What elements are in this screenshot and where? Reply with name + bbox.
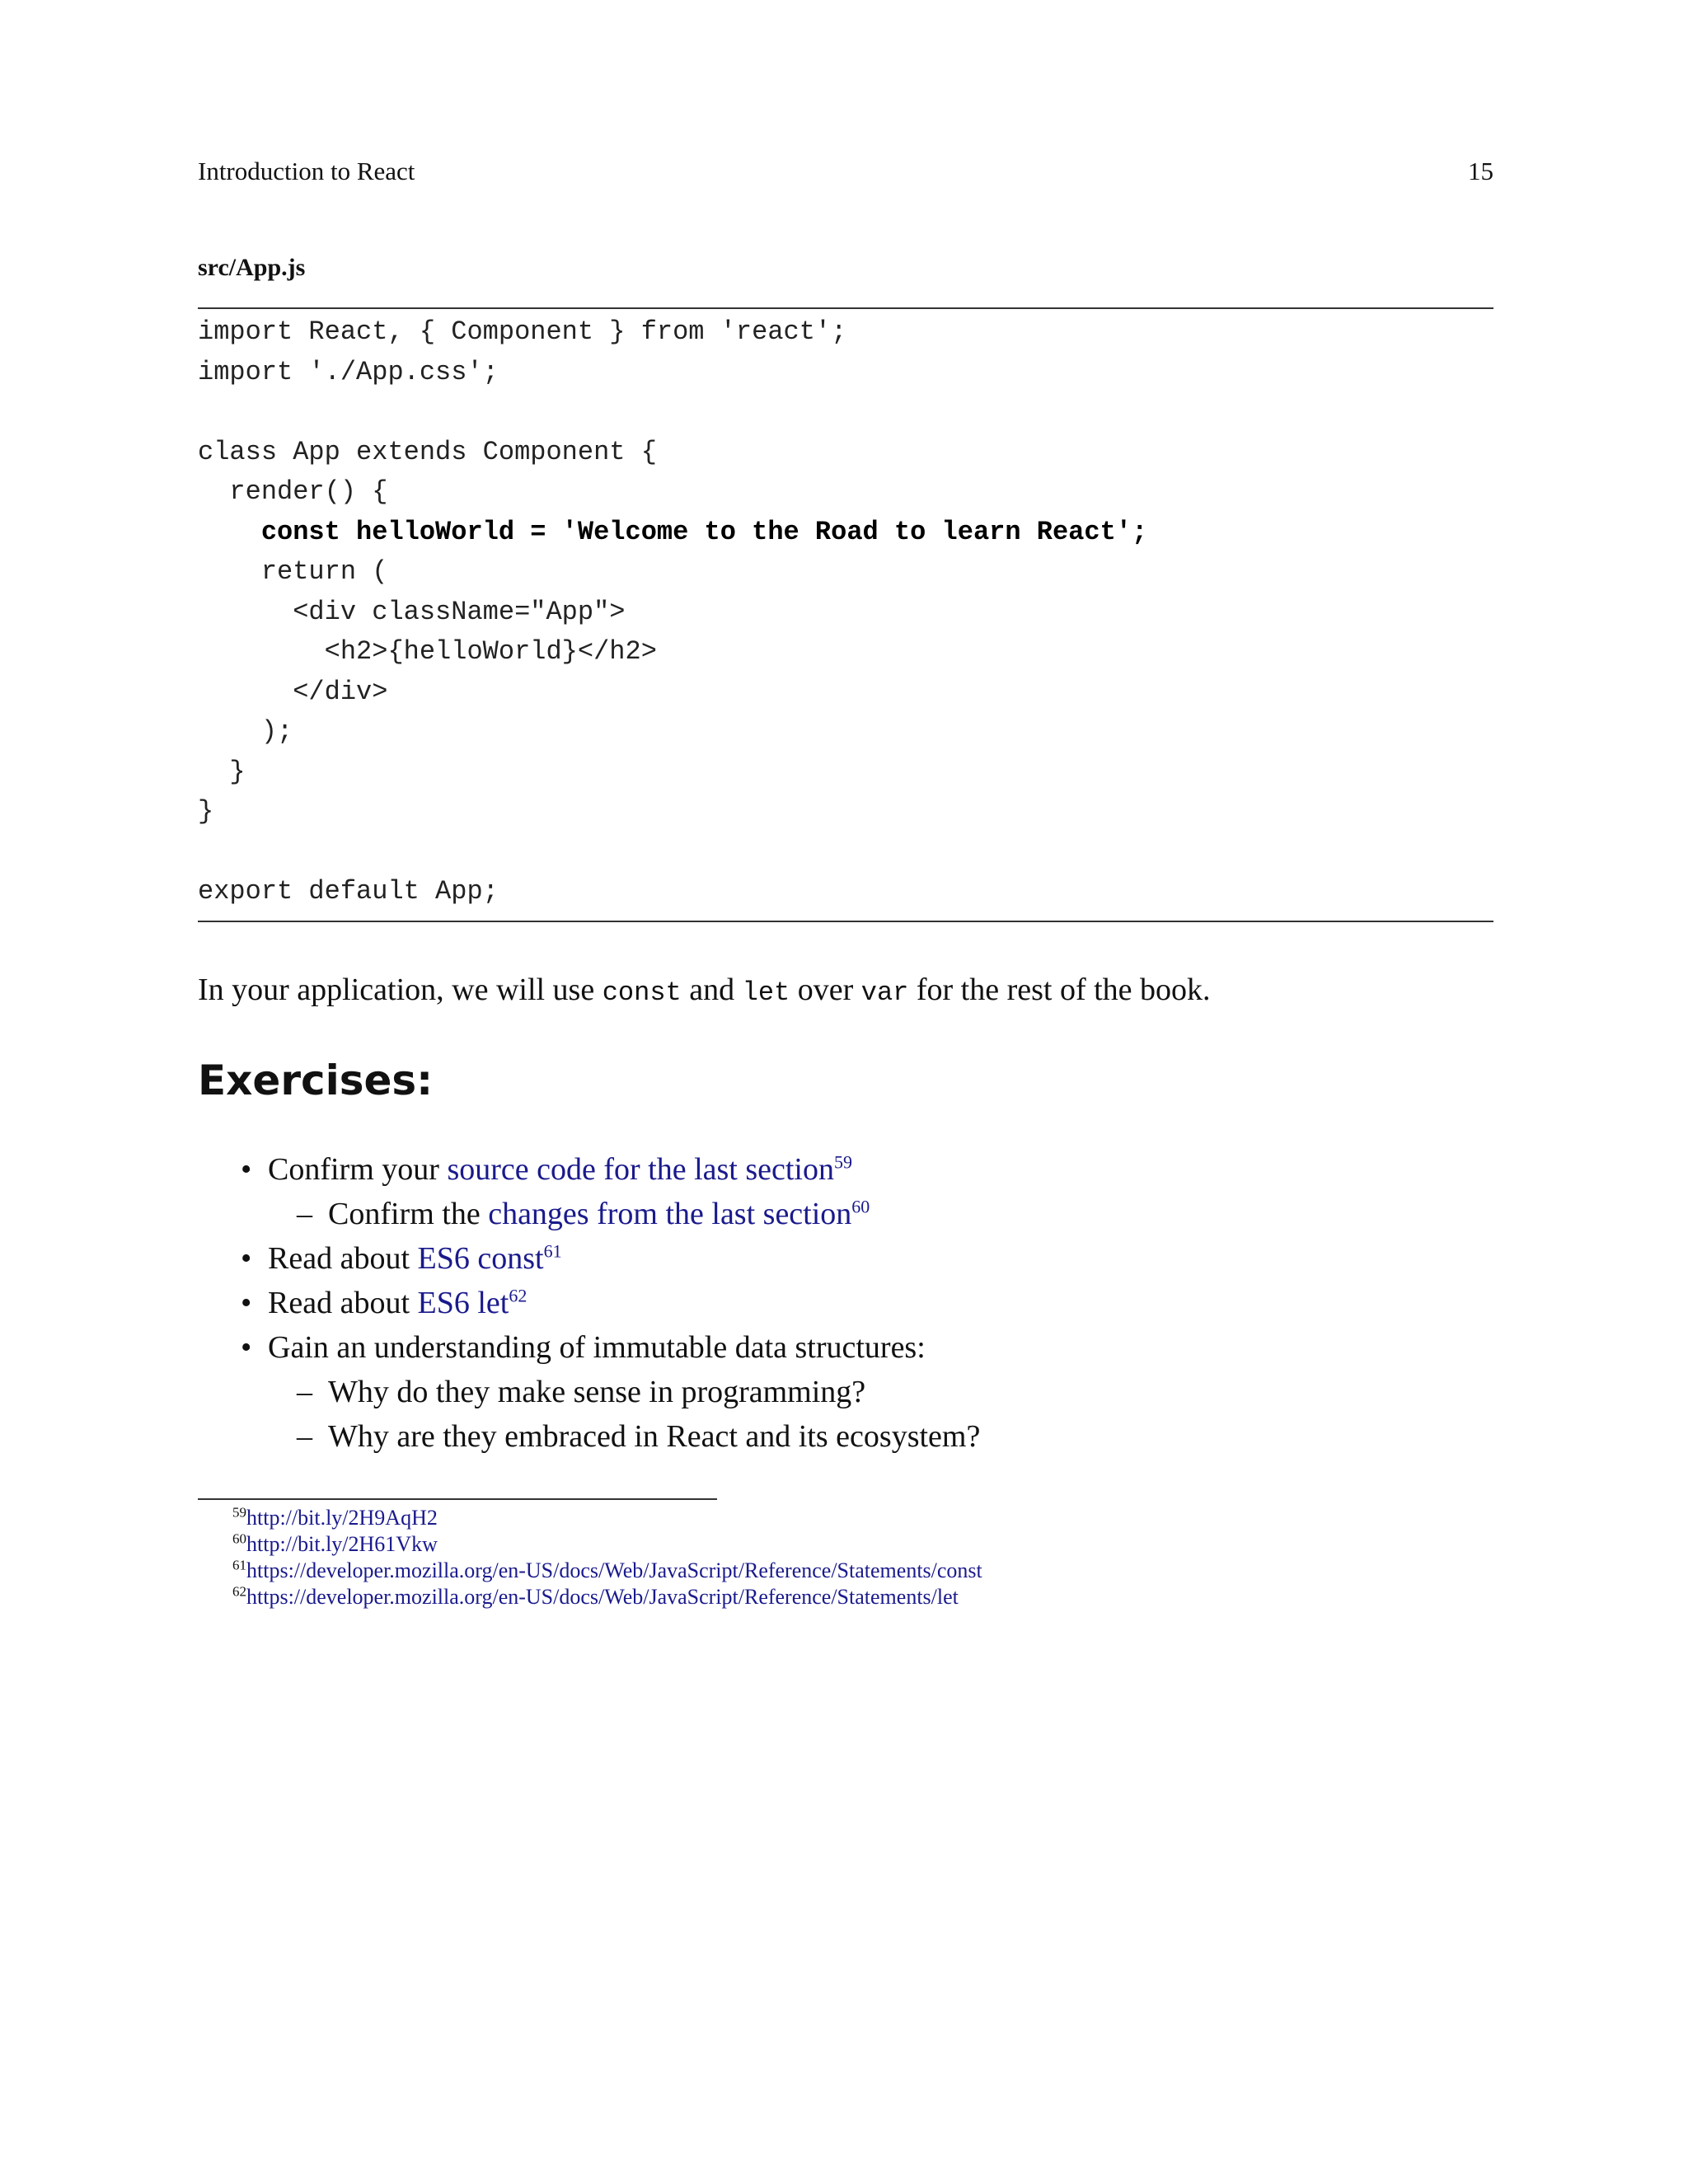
exercise-link[interactable]: ES6 let — [417, 1286, 509, 1320]
footnote-item — [232, 1505, 982, 1531]
dash-marker: – — [297, 1419, 312, 1454]
list-item-text: Read about — [268, 1286, 418, 1320]
bullet-marker: • — [241, 1241, 252, 1276]
footnote-ref[interactable]: 61 — [543, 1240, 562, 1262]
running-header — [198, 157, 1493, 193]
inline-code: let — [742, 977, 790, 1008]
footnote-url[interactable]: https://developer.mozilla.org/en-US/docs/Web/JavaScript/Reference/Statements/let — [246, 1585, 959, 1609]
code-block — [198, 307, 1493, 922]
footnote-number: 62 — [232, 1583, 246, 1600]
list-item-text: Why do they make sense in programming? — [328, 1375, 866, 1409]
footnote-item — [232, 1531, 982, 1558]
footnote-number: 61 — [232, 1557, 246, 1573]
paragraph-text: for the rest of the book. — [908, 972, 1211, 1007]
chapter-title: Introduction to React — [198, 157, 415, 185]
code-line: import React, { Component } from 'react'; — [198, 316, 847, 347]
code-line: } — [198, 756, 246, 787]
section-heading: Exercises: — [198, 1057, 434, 1104]
code-line: export default App; — [198, 876, 499, 907]
code-line: import './App.css'; — [198, 356, 499, 387]
bullet-marker: • — [241, 1152, 252, 1187]
code-line: <div className="App"> — [198, 596, 626, 627]
code-line — [198, 832, 1493, 873]
dash-marker: – — [297, 1375, 312, 1409]
list-item — [198, 1370, 1493, 1414]
code-line: const helloWorld = 'Welcome to the Road to learn React'; — [198, 516, 1148, 547]
footnotes — [232, 1505, 982, 1610]
footnote-url[interactable]: http://bit.ly/2H61Vkw — [246, 1532, 438, 1556]
footnote-url[interactable]: http://bit.ly/2H9AqH2 — [246, 1506, 438, 1530]
list-item — [198, 1281, 1493, 1325]
paragraph-text: and — [681, 972, 743, 1007]
list-item-text: Confirm the — [328, 1197, 489, 1231]
inline-code: var — [860, 977, 909, 1008]
list-item-text: Confirm your — [268, 1152, 448, 1187]
exercise-link[interactable]: changes from the last section — [488, 1197, 852, 1231]
code-line — [198, 392, 1493, 433]
dash-marker: – — [297, 1197, 312, 1231]
footnote-item — [232, 1558, 982, 1584]
footnote-ref[interactable]: 59 — [833, 1151, 852, 1173]
list-item — [198, 1236, 1493, 1281]
inline-code: const — [602, 977, 682, 1008]
footnote-ref[interactable]: 62 — [509, 1285, 528, 1306]
footnote-url[interactable]: https://developer.mozilla.org/en-US/docs/Web/JavaScript/Reference/Statements/const — [246, 1558, 982, 1582]
code-line: } — [198, 796, 214, 827]
paragraph-text: over — [790, 972, 861, 1007]
footnote-number: 60 — [232, 1530, 246, 1547]
code-line: return ( — [198, 556, 388, 587]
list-item-text: Gain an understanding of immutable data structures: — [268, 1330, 926, 1365]
list-item — [198, 1414, 1493, 1459]
code-caption: src/App.js — [198, 254, 306, 281]
list-item — [198, 1192, 1493, 1236]
body-paragraph — [198, 970, 1211, 1013]
exercise-list — [198, 1147, 1493, 1459]
code-line: <h2>{helloWorld}</h2> — [198, 636, 657, 667]
bullet-marker: • — [241, 1330, 252, 1365]
list-item — [198, 1147, 1493, 1192]
footnote-ref[interactable]: 60 — [851, 1196, 870, 1217]
paragraph-text: In your application, we will use — [198, 972, 603, 1007]
code-line: ); — [198, 716, 293, 747]
exercise-link[interactable]: ES6 const — [417, 1241, 544, 1276]
list-item-text: Why are they embraced in React and its ecosystem? — [328, 1419, 981, 1454]
list-item-text: Read about — [268, 1241, 418, 1276]
page-number: 15 — [1468, 157, 1493, 185]
bullet-marker: • — [241, 1286, 252, 1320]
list-item — [198, 1325, 1493, 1370]
footnote-item — [232, 1584, 982, 1610]
footnote-number: 59 — [232, 1504, 246, 1521]
footnote-divider — [198, 1498, 717, 1500]
code-line: render() { — [198, 476, 388, 507]
exercise-link[interactable]: source code for the last section — [447, 1152, 834, 1187]
code-line: </div> — [198, 676, 388, 707]
code-line: class App extends Component { — [198, 436, 657, 467]
